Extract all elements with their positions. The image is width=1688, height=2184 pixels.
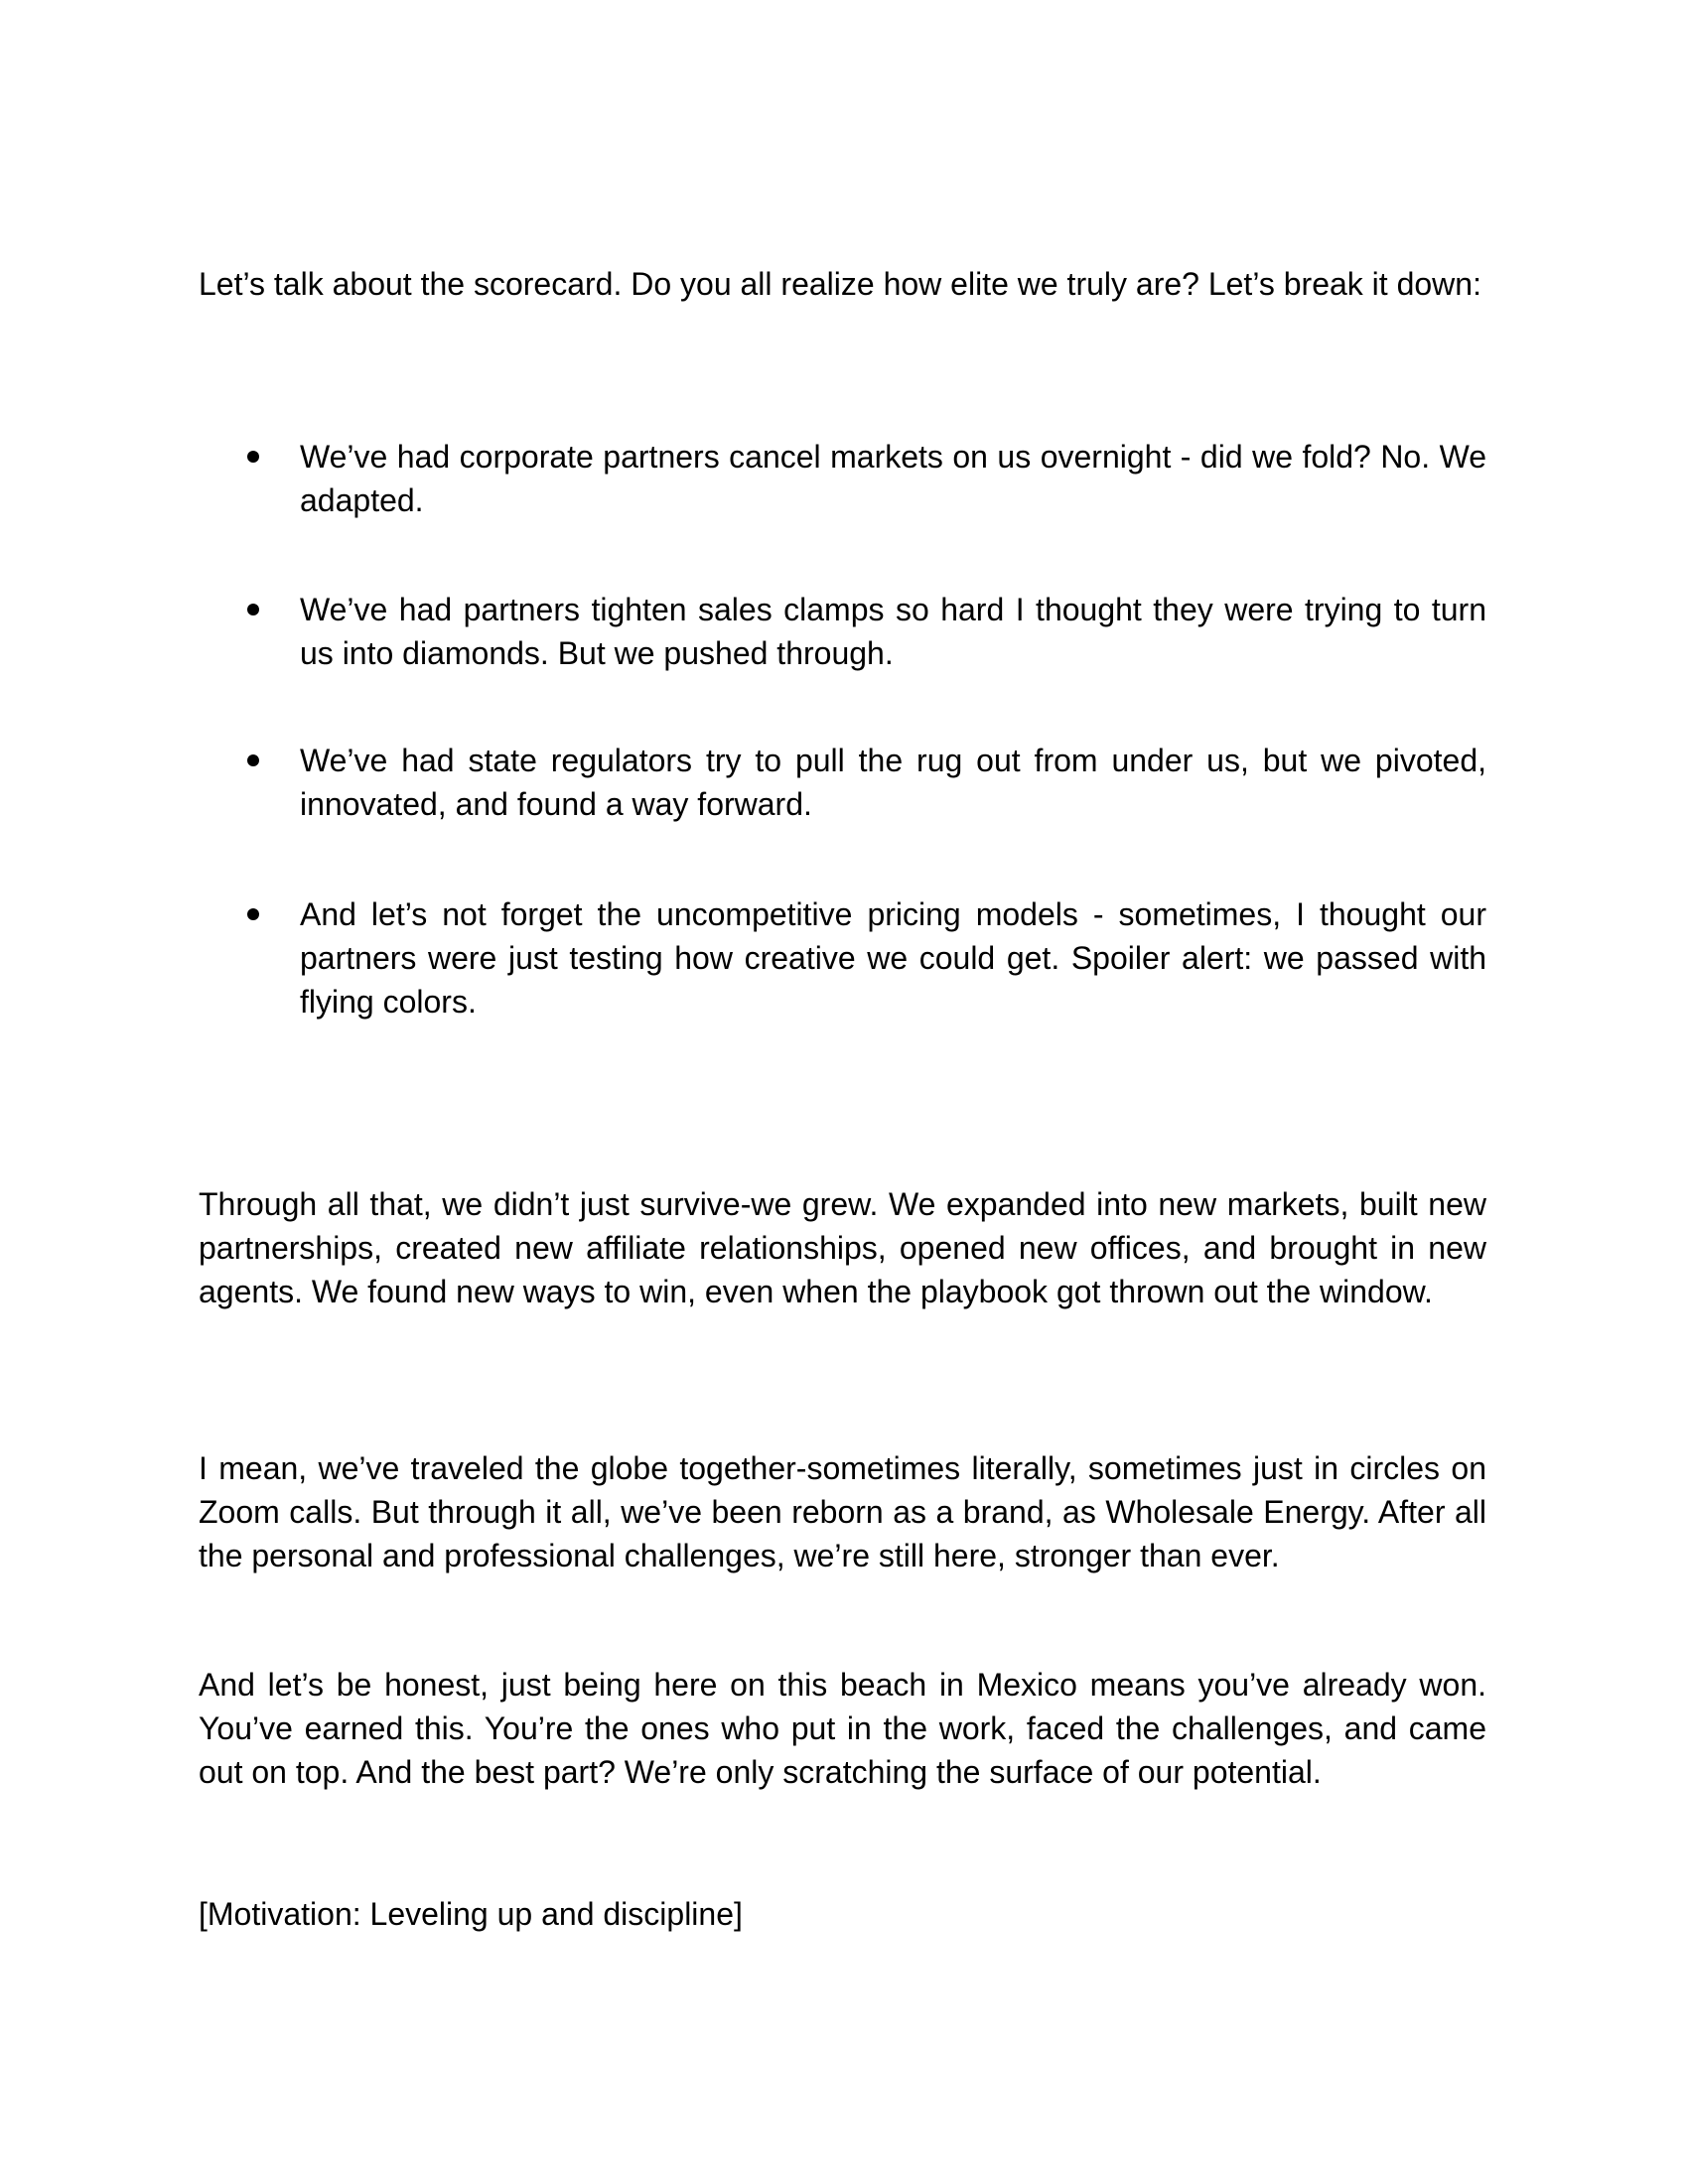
bullet-icon [247, 754, 259, 766]
travel-paragraph: I mean, we’ve traveled the globe together-sometimes literally, sometimes just in circles on Zoom calls. But through it all, we’ve been reborn as a brand, as Wholesale Energy. After all the personal and professional challenges, we’re still here, stronger than ever. [199, 1450, 1486, 1573]
bullet-icon [247, 604, 259, 615]
list-item-text: We’ve had corporate partners cancel markets on us overnight - did we fold? No. We adapted. [300, 439, 1486, 518]
list-item-text: And let’s not forget the uncompetitive pricing models - sometimes, I thought our partners were just testing how creative we could get. Spoiler alert: we passed with flying colors. [300, 896, 1486, 1020]
bullet-icon [247, 451, 259, 463]
growth-paragraph: Through all that, we didn’t just survive-we grew. We expanded into new markets, built new partnerships, created new affiliate relationships, opened new offices, and brought in new agents. We found new ways to win, even when the playbook got thrown out the window. [199, 1186, 1486, 1309]
list-item-text: We’ve had partners tighten sales clamps so hard I thought they were trying to turn us into diamonds. But we pushed through. [300, 592, 1486, 671]
list-item-text: We’ve had state regulators try to pull the rug out from under us, but we pivoted, innovated, and found a way forward. [300, 743, 1486, 822]
honesty-paragraph: And let’s be honest, just being here on this beach in Mexico means you’ve already won. You’ve earned this. You’re the ones who put in the work, faced the challenges, and came out on top. And the best part? We’re only scratching the surface of our potential. [199, 1667, 1486, 1790]
bullet-icon [247, 908, 259, 920]
section-heading-note: [Motivation: Leveling up and discipline] [199, 1896, 743, 1932]
intro-paragraph: Let’s talk about the scorecard. Do you all realize how elite we truly are? Let’s break it down: [199, 266, 1481, 302]
